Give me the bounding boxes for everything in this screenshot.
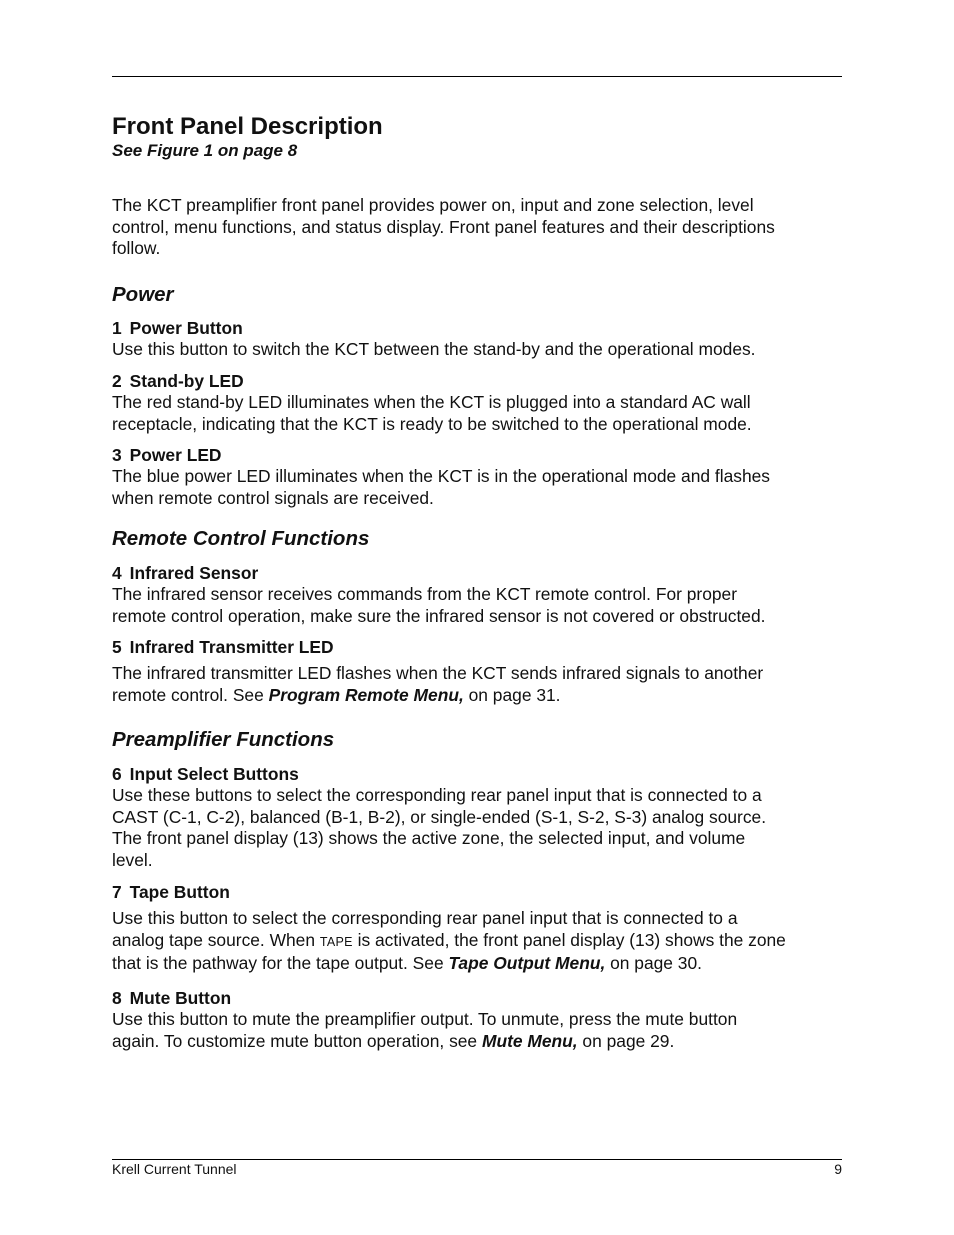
text-run: analog tape source. When — [112, 929, 320, 950]
body-line: when remote control signals are received. — [112, 487, 434, 508]
page-number: 9 — [834, 1161, 842, 1177]
item-heading-tape-button — [112, 881, 230, 903]
body-line: receptacle, indicating that the KCT is ready to be switched to the operational mode. — [112, 413, 752, 434]
text-run: on page 31. — [463, 684, 561, 705]
item-body-mute-button — [112, 1009, 847, 1052]
item-body-infrared-sensor — [112, 584, 847, 627]
item-title: Tape Button — [129, 882, 230, 902]
body-line: The blue power LED illuminates when the KCT is in the operational mode and flashes — [112, 466, 770, 486]
item-heading-power-button — [112, 317, 243, 339]
item-number: 8 — [112, 988, 122, 1008]
item-body-standby-led — [112, 392, 847, 435]
item-title: Power Button — [129, 318, 243, 338]
body-line: The front panel display (13) shows the active zone, the selected input, and volume — [112, 828, 746, 849]
section-heading-power: Power — [112, 283, 174, 306]
item-title: Infrared Sensor — [129, 563, 259, 583]
tape-smallcaps: TAPE — [319, 934, 353, 949]
intro-paragraph — [112, 195, 847, 260]
intro-line: control, menu functions, and status display. Front panel features and their descriptions — [112, 216, 775, 237]
item-title: Stand-by LED — [129, 371, 244, 391]
item-title: Input Select Buttons — [129, 764, 299, 784]
intro-line: follow. — [112, 238, 161, 259]
item-heading-infrared-transmitter-led — [112, 636, 334, 658]
header-rule — [112, 76, 842, 77]
item-title: Mute Button — [129, 988, 232, 1008]
body-line — [112, 953, 847, 975]
item-body-input-select-buttons — [112, 785, 847, 871]
text-run: remote control. See — [112, 684, 269, 705]
section-heading-preamplifier: Preamplifier Functions — [112, 728, 335, 751]
text-run: on page 30. — [605, 953, 702, 974]
body-line: The infrared transmitter LED flashes when the KCT sends infrared signals to another — [112, 663, 764, 683]
item-heading-standby-led — [112, 370, 244, 392]
item-body-power-led — [112, 466, 847, 509]
item-number: 2 — [112, 371, 122, 391]
item-number: 5 — [112, 637, 122, 657]
item-number: 1 — [112, 318, 122, 338]
body-line: CAST (C-1, C-2), balanced (B-1, B-2), or single-ended (S-1, S-2, S-3) analog source. — [112, 806, 767, 827]
item-number: 7 — [112, 882, 122, 902]
menu-reference: Tape Output Menu, — [448, 953, 606, 974]
body-line: Use this button to select the corresponding rear panel input that is connected to a — [112, 908, 738, 928]
item-body-infrared-transmitter-led — [112, 663, 847, 706]
item-heading-input-select-buttons — [112, 763, 299, 785]
intro-line: The KCT preamplifier front panel provides power on, input and zone selection, level — [112, 195, 754, 215]
body-line: remote control operation, make sure the infrared sensor is not covered or obstructed. — [112, 605, 766, 626]
item-body-tape-button — [112, 908, 847, 975]
body-line: The red stand-by LED illuminates when the KCT is plugged into a standard AC wall — [112, 392, 751, 412]
body-line — [112, 1031, 847, 1053]
menu-reference: Program Remote Menu, — [268, 684, 464, 705]
body-line: Use this button to switch the KCT between the stand-by and the operational modes. — [112, 339, 756, 359]
text-run: that is the pathway for the tape output. See — [112, 953, 449, 974]
footer-title: Krell Current Tunnel — [112, 1161, 237, 1177]
item-number: 4 — [112, 563, 122, 583]
item-title: Infrared Transmitter LED — [129, 637, 334, 657]
body-line — [112, 685, 847, 707]
item-number: 3 — [112, 445, 122, 465]
page-title: Front Panel Description — [112, 113, 383, 140]
body-line — [112, 930, 847, 954]
body-line: The infrared sensor receives commands from the KCT remote control. For proper — [112, 584, 738, 604]
item-heading-infrared-sensor — [112, 562, 258, 584]
item-heading-mute-button — [112, 987, 231, 1009]
item-title: Power LED — [129, 445, 222, 465]
body-line: Use this button to mute the preamplifier output. To unmute, press the mute button — [112, 1009, 738, 1029]
figure-reference: See Figure 1 on page 8 — [112, 141, 298, 160]
body-line: level. — [112, 849, 153, 870]
item-body-power-button — [112, 339, 847, 361]
text-run: is activated, the front panel display (13) shows the zone — [352, 929, 786, 950]
item-heading-power-led — [112, 444, 221, 466]
menu-reference: Mute Menu, — [481, 1030, 578, 1051]
text-run: on page 29. — [577, 1030, 675, 1051]
section-heading-remote-control: Remote Control Functions — [112, 527, 370, 550]
text-run: again. To customize mute button operation, see — [112, 1030, 482, 1051]
item-number: 6 — [112, 764, 122, 784]
body-line: Use these buttons to select the corresponding rear panel input that is connected to a — [112, 785, 762, 805]
